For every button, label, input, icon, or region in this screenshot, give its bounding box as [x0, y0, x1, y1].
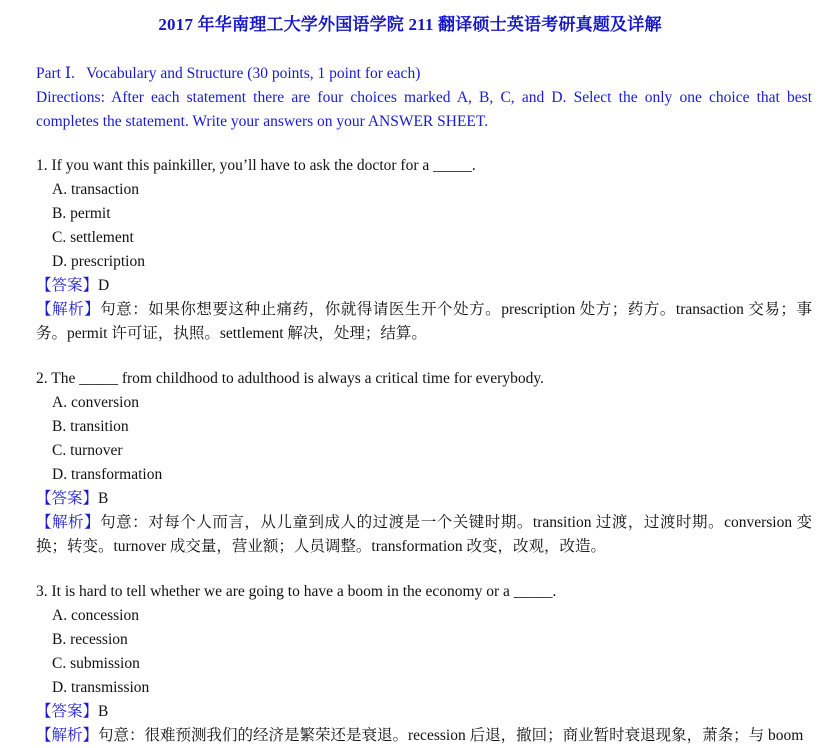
- option-a: A. concession: [52, 607, 139, 624]
- answer-value: D: [98, 277, 110, 294]
- analysis-tag: 【解析】: [36, 727, 99, 744]
- option-c: C. submission: [52, 655, 140, 672]
- question-stem: 3. It is hard to tell whether we are going to have a boom in the economy or a _____.: [36, 583, 557, 600]
- analysis-text: 句意：如果你想要这种止痛药，你就得请医生开个处方。prescription 处方；药方。transaction 交易；事务。permit 许可证，执照。settlement 解决，处理；结算。: [36, 301, 812, 342]
- option-d: D. prescription: [52, 253, 145, 270]
- question-3: [36, 580, 812, 748]
- part-section: [36, 62, 812, 134]
- option-a: A. conversion: [52, 394, 139, 411]
- option-d: D. transformation: [52, 466, 163, 483]
- question-2: [36, 367, 812, 559]
- option-b: B. transition: [52, 418, 129, 435]
- directions-text: Directions: After each statement there are four choices marked A, B, C, and D. Select the only one choice that best completes the statement. Write your answers on your ANSWER SHEET.: [36, 89, 812, 130]
- analysis-tag: 【解析】: [36, 301, 101, 318]
- answer-line: [36, 487, 812, 511]
- analysis-line: [36, 511, 812, 559]
- option-b: B. recession: [52, 631, 128, 648]
- analysis-text: 句意：很难预测我们的经济是繁荣还是衰退。recession 后退，撤回；商业暂时衰退现象，萧条；与 boom: [98, 727, 804, 744]
- question-stem: 1. If you want this painkiller, you’ll have to ask the doctor for a _____.: [36, 157, 476, 174]
- question-1: [36, 154, 812, 346]
- analysis-line: [36, 298, 812, 346]
- question-stem: 2. The _____ from childhood to adulthood is always a critical time for everybody.: [36, 370, 544, 387]
- answer-tag: 【答案】: [36, 703, 99, 720]
- document-title: 2017 年华南理工大学外国语学院 211 翻译硕士英语考研真题及详解: [158, 15, 662, 34]
- answer-tag: 【答案】: [36, 277, 99, 294]
- analysis-tag: 【解析】: [36, 514, 101, 531]
- answer-line: [36, 274, 812, 298]
- option-a: A. transaction: [52, 181, 139, 198]
- part-heading: Part Ⅰ. Vocabulary and Structure (30 points, 1 point for each): [36, 65, 421, 82]
- option-b: B. permit: [52, 205, 111, 222]
- analysis-line: [36, 724, 812, 748]
- answer-tag: 【答案】: [36, 490, 99, 507]
- answer-line: [36, 700, 812, 724]
- analysis-text: 句意：对每个人而言，从儿童到成人的过渡是一个关键时期。transition 过渡，过渡时期。conversion 变换；转变。turnover 成交量，营业额；人员调整。transformation 改变，改观，改造。: [36, 514, 812, 555]
- option-c: C. turnover: [52, 442, 123, 459]
- option-d: D. transmission: [52, 679, 150, 696]
- answer-value: B: [98, 703, 109, 720]
- option-c: C. settlement: [52, 229, 134, 246]
- answer-value: B: [98, 490, 109, 507]
